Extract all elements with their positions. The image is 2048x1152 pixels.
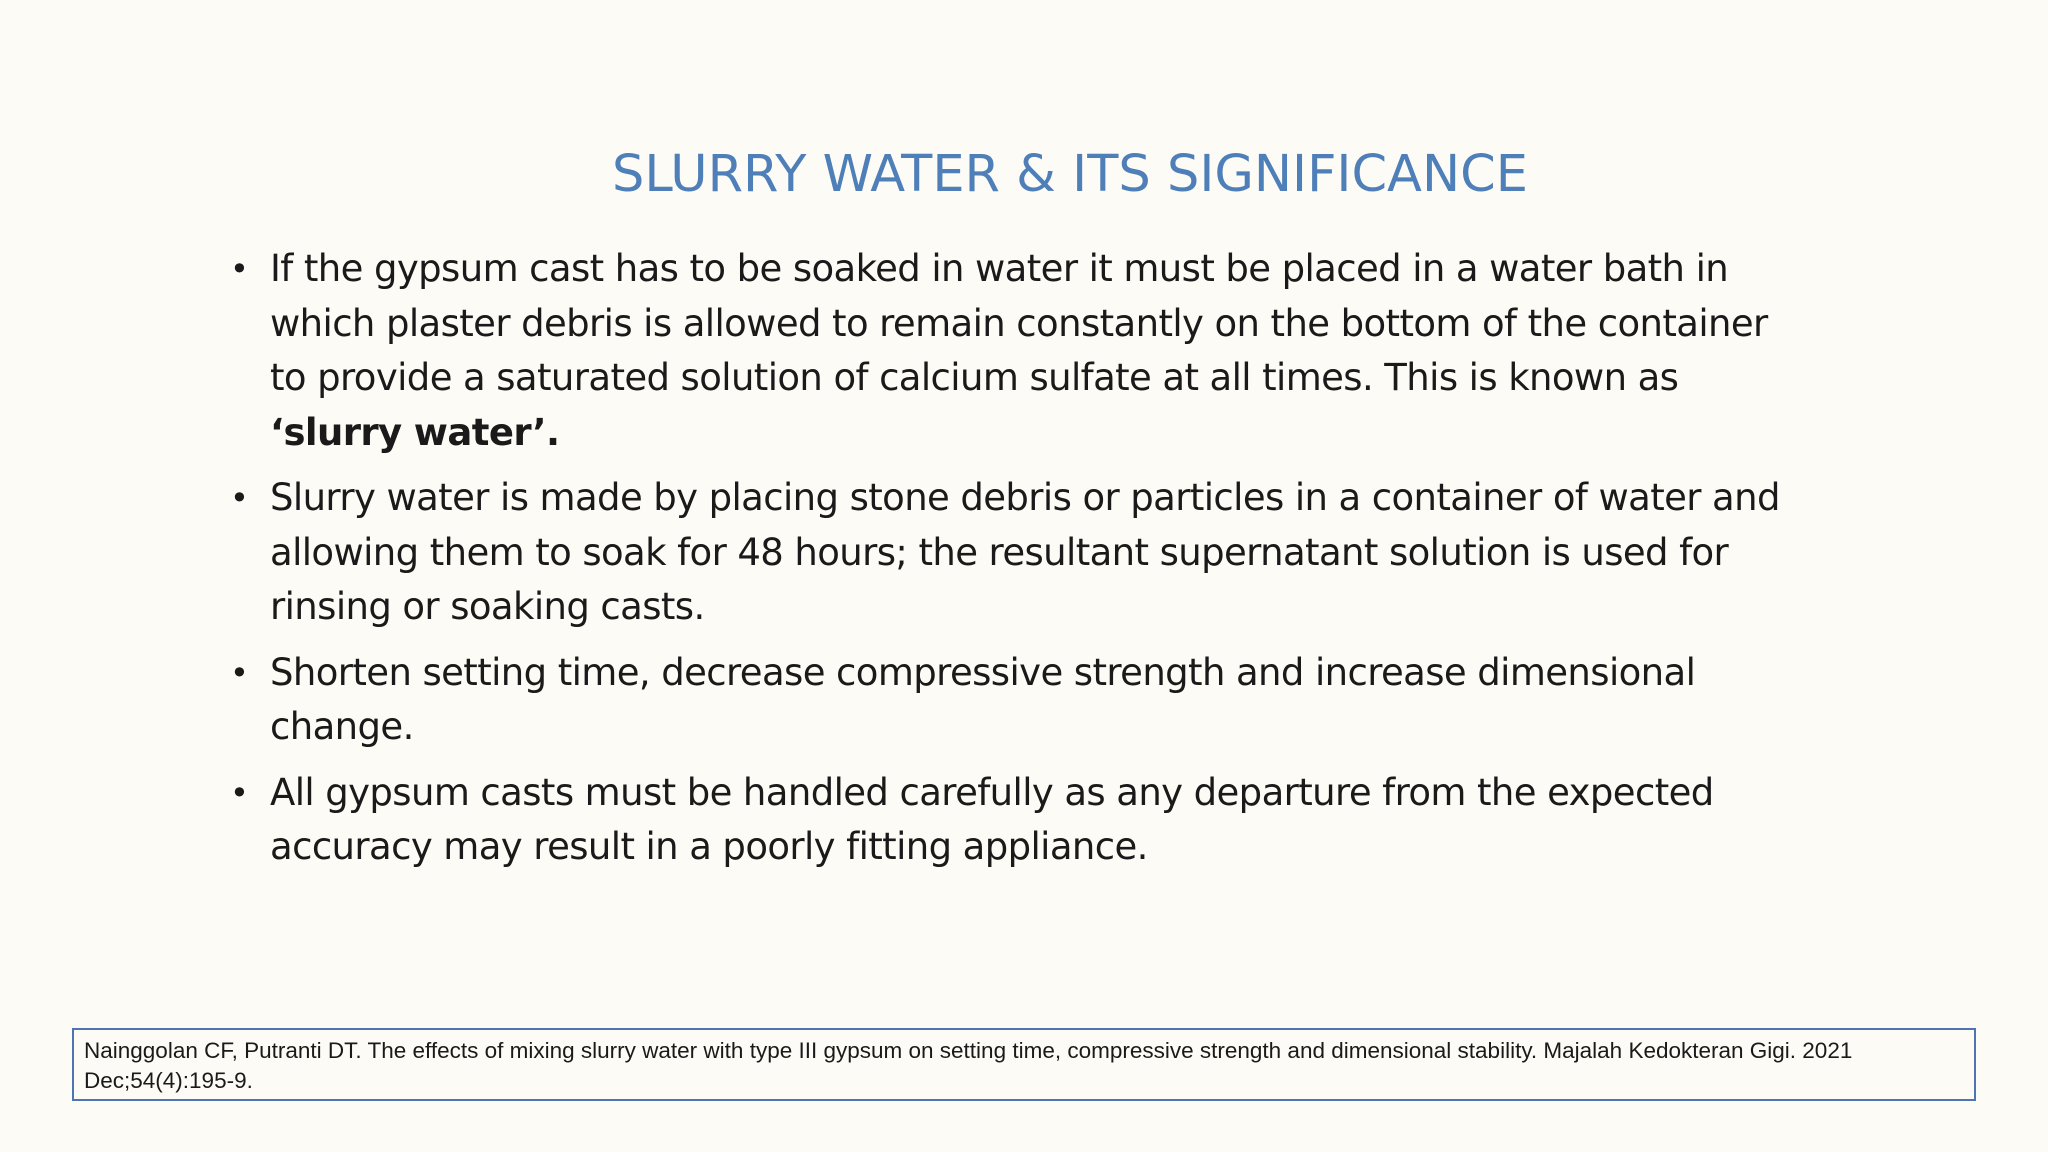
bullet-item-1 [230,242,1790,460]
bullet-item-3 [230,646,1790,755]
bullet-icon: • [230,479,249,517]
bullet-emphasis: ‘slurry water’. [270,410,560,454]
slide-title: SLURRY WATER & ITS SIGNIFICANCE [612,145,1528,204]
bullet-text [270,247,1768,454]
bullet-icon: • [230,653,249,692]
bullet-icon: • [230,773,249,812]
bullet-text: Shorten setting time, decrease compressive strength and increase dimensional change. [270,650,1696,748]
bullet-item-2 [230,471,1790,635]
bullet-icon: • [230,250,249,288]
bullet-list [230,242,1790,886]
bullet-body: If the gypsum cast has to be soaked in water it must be placed in a water bath in which plaster debris is allowed to remain constantly on the bottom of the container to provide a saturated solution of calcium sulfate at all times. This is known as [270,247,1768,399]
reference-citation: Nainggolan CF, Putranti DT. The effects of mixing slurry water with type III gypsum on setting time, compressive strength and dimensional stability. Majalah Kedokteran Gigi. 2021 Dec;54(4):195-9. [72,1028,1976,1101]
bullet-item-4 [230,766,1790,875]
bullet-text: Slurry water is made by placing stone debris or particles in a container of water and allowing them to soak for 48 hours; the resultant supernatant solution is used for rinsing or soaking casts. [270,476,1780,628]
bullet-text: All gypsum casts must be handled carefully as any departure from the expected accuracy may result in a poorly fitting appliance. [270,770,1714,868]
